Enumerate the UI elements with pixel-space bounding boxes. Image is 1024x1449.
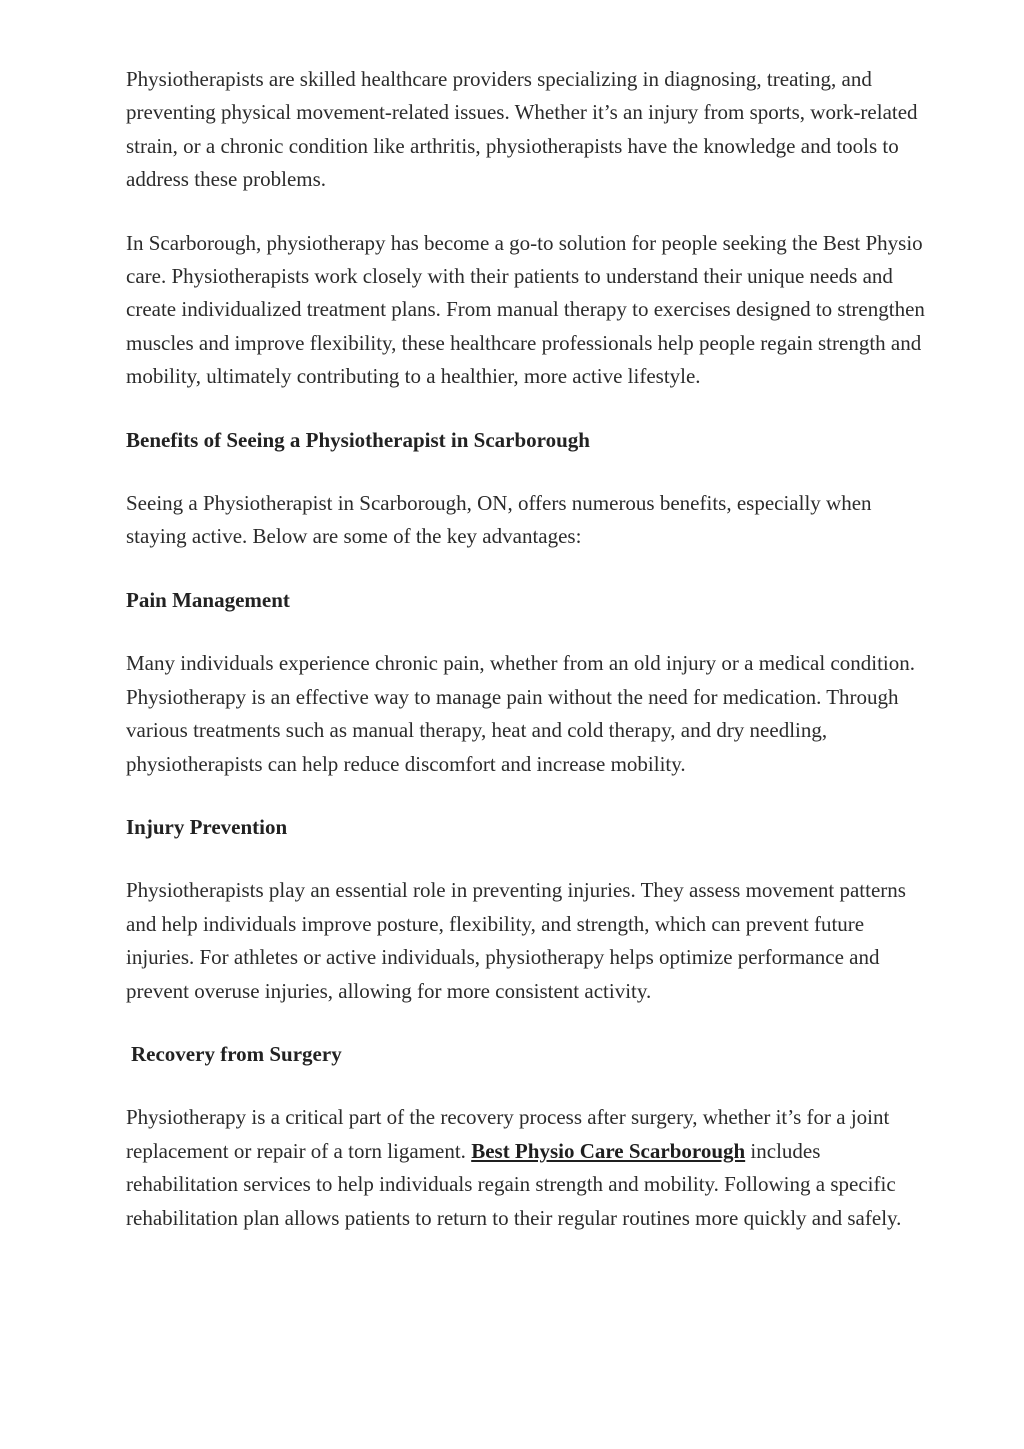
pain-management-paragraph: Many individuals experience chronic pain, whether from an old injury or a medical condition. Physiotherapy is an effective way to manage pain without the need for medication. Through various treatments such as manual therapy, heat and cold therapy, and dry needling, physiotherapists can help reduce discomfort and increase mobility. — [126, 651, 916, 776]
benefits-intro-paragraph: Seeing a Physiotherapist in Scarborough, ON, offers numerous benefits, especially when staying active. Below are some of the key advantages: — [126, 491, 872, 549]
article-body — [126, 63, 926, 1265]
pain-management-heading: Pain Management — [126, 587, 290, 612]
injury-prevention-heading: Injury Prevention — [126, 814, 288, 839]
injury-prevention-paragraph: Physiotherapists play an essential role in preventing injuries. They assess movement patterns and help individuals improve posture, flexibility, and strength, which can prevent future injuries. For athletes or active individuals, physiotherapy helps optimize performance and prevent overuse injuries, allowing for more consistent activity. — [126, 878, 906, 1003]
recovery-surgery-paragraph — [126, 1101, 926, 1235]
benefits-heading: Benefits of Seeing a Physiotherapist in Scarborough — [126, 427, 590, 452]
recovery-text-after-link: includes rehabilitation services to help individuals regain strength and mobility. Following a specific rehabilitation plan allows patients to return to their regular routines more quickly and safely. — [126, 1138, 902, 1230]
recovery-text-before-link: Physiotherapy is a critical part of the recovery process after surgery, whether it’s for a joint replacement or repair of a torn ligament. — [126, 1105, 890, 1163]
intro-paragraph: Physiotherapists are skilled healthcare providers specializing in diagnosing, treating, and preventing physical movement-related issues. Whether it’s an injury from sports, work-related strain, or a chronic condition like arthritis, physiotherapists have the knowledge and tools to address these problems. — [126, 67, 918, 192]
recovery-surgery-heading: Recovery from Surgery — [131, 1041, 342, 1066]
scarborough-paragraph: In Scarborough, physiotherapy has become a go-to solution for people seeking the Best Physio care. Physiotherapists work closely with their patients to understand their unique needs and create individualized treatment plans. From manual therapy to exercises designed to strengthen muscles and improve flexibility, these healthcare professionals help people regain strength and mobility, ultimately contributing to a healthier, more active lifestyle. — [126, 230, 925, 389]
best-physio-care-link[interactable]: Best Physio Care Scarborough — [471, 1138, 746, 1163]
